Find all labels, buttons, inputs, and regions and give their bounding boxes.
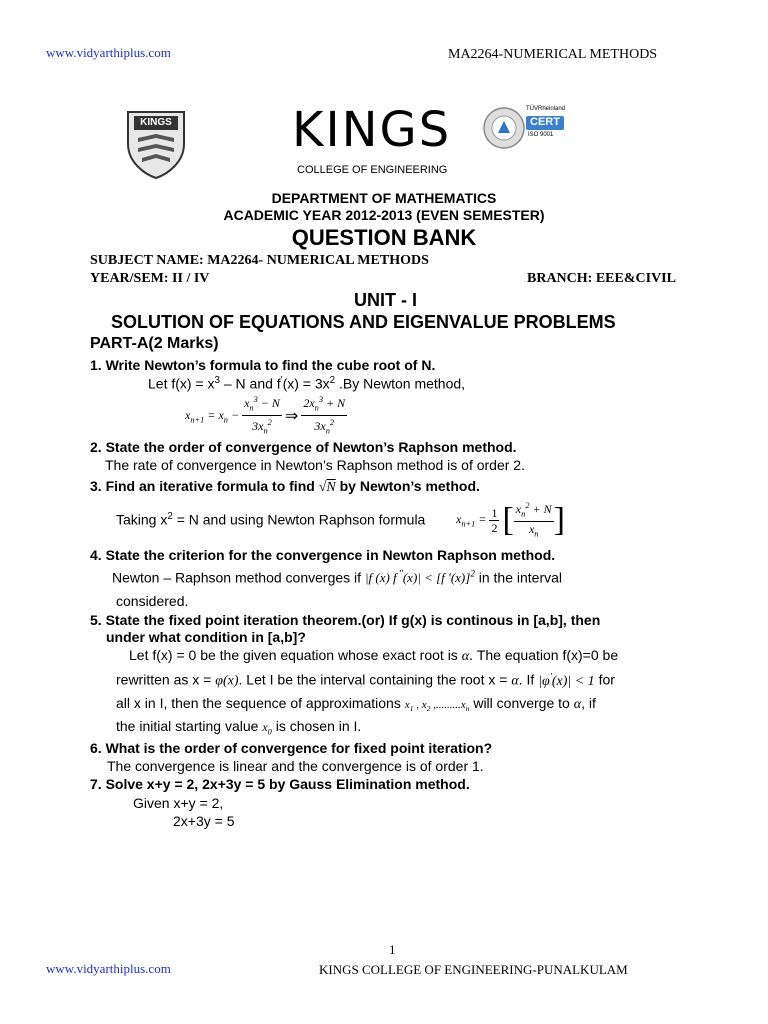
page-number: 1 <box>389 942 396 957</box>
answer-5-part-c: rewritten as x = <box>116 671 212 688</box>
answer-5-part-f: for <box>598 671 615 688</box>
alpha-symbol: α <box>511 673 519 689</box>
approximation-sequence: $x_1$ , $x_2$ $,.........x_n$ <box>404 699 470 714</box>
year-title: ACADEMIC YEAR 2012-2013 (EVEN SEMESTER) <box>223 207 545 223</box>
branch: BRANCH: EEE&CIVIL <box>527 271 676 286</box>
answer-4-line-2: considered. <box>116 593 189 609</box>
question-2: 2. State the order of convergence of Newton’s Raphson method. <box>90 439 517 455</box>
answer-5-part-e: . If <box>518 671 535 688</box>
question-bank-title: QUESTION BANK <box>291 225 477 250</box>
answer-5-part-h: will converge to <box>473 695 570 711</box>
answer-4-part-b: in the interval <box>478 569 563 586</box>
answer-3-part-b: = N and using Newton Raphson formula <box>172 511 426 528</box>
kings-shield-logo <box>124 108 188 180</box>
footer-url[interactable]: www.vidyarthiplus.com <box>46 961 171 976</box>
answer-5-line-4 <box>116 718 361 736</box>
question-7: 7. Solve x+y = 2, 2x+3y = 5 by Gauss Elimination method. <box>90 776 470 792</box>
sqrt-n: √N <box>318 480 336 495</box>
answer-5-line-2 <box>116 671 615 690</box>
phi-x: φ(x) <box>215 673 239 689</box>
question-1: 1. Write Newton’s formula to find the cube root of N. <box>90 357 436 373</box>
answer-6: The convergence is linear and the convergence is of order 1. <box>107 758 484 774</box>
header-url[interactable]: www.vidyarthiplus.com <box>46 45 171 60</box>
answer-7-line-2: 2x+3y = 5 <box>173 813 235 829</box>
dept-title: DEPARTMENT OF MATHEMATICS <box>271 190 497 206</box>
brand-name: KINGS <box>292 102 452 158</box>
answer-3-part-a: Taking x <box>116 511 168 528</box>
newton-cube-root-formula: $x_{n+1} = x_n$ − $\frac{x_n^3 - N}{3x_n^2}$ ⇒ $\frac{2x_n^3 + N}{3x_n^2}$ <box>185 395 346 436</box>
footer-college: KINGS COLLEGE OF ENGINEERING-PUNALKULAM <box>319 962 628 977</box>
part-a-label: PART-A(2 Marks) <box>90 335 219 352</box>
header-course: MA2264-NUMERICAL METHODS <box>448 47 658 62</box>
answer-2: The rate of convergence in Newton’s Raphson method is of order 2. <box>105 457 525 473</box>
question-3-part-b: by Newton’s method. <box>339 478 480 494</box>
shield-text: KINGS <box>140 117 172 128</box>
alpha-symbol: α <box>573 697 582 712</box>
phi-prime-condition: |φ'(x)| < 1 <box>538 671 595 689</box>
answer-4-part-a: Newton – Raphson method converges if <box>112 569 362 586</box>
answer-7-line-1: Given x+y = 2, <box>133 795 224 811</box>
question-3-part-a: 3. Find an iterative formula to find <box>90 478 315 494</box>
unit-label: UNIT - I <box>354 290 417 310</box>
x0-symbol: $x_0$ <box>262 720 272 737</box>
badge-iso: ISO 9001 <box>528 132 554 138</box>
answer-5-part-b: . The equation f(x)=0 be <box>469 647 619 663</box>
alpha-symbol: α <box>461 649 470 664</box>
question-5-line-2: under what condition in [a,b]? <box>106 629 306 645</box>
year-sem: YEAR/SEM: II / IV <box>90 271 210 286</box>
answer-5-part-j: the initial starting value <box>116 718 259 734</box>
answer-5-part-a: Let f(x) = 0 be the given equation whose exact root is <box>129 647 458 663</box>
answer-4-line-1 <box>112 569 562 586</box>
question-6: 6. What is the order of convergence for fixed point iteration? <box>90 740 493 756</box>
badge-top: TÜVRheinland <box>526 106 566 112</box>
subject-name: SUBJECT NAME: MA2264- NUMERICAL METHODS <box>90 253 429 268</box>
answer-5-part-k: is chosen in I. <box>275 718 362 734</box>
convergence-criterion: |f (x) f ''(x)| < [f '(x)]$^2$ <box>364 569 475 586</box>
answer-5-part-g: all x in I, then the sequence of approximations <box>116 695 401 711</box>
answer-3-text: Taking $x^2 = N$ and using Newton Raphson formula <box>116 511 426 528</box>
answer-5-part-d: . Let I be the interval containing the root x = <box>238 671 508 688</box>
unit-title: SOLUTION OF EQUATIONS AND EIGENVALUE PROBLEMS <box>111 312 616 332</box>
question-5-line-1: 5. State the fixed point iteration theorem.(or) If g(x) is continous in [a,b], then <box>90 612 601 628</box>
question-3 <box>90 478 480 496</box>
badge-cert: CERT <box>530 116 560 128</box>
brand-college: COLLEGE OF ENGINEERING <box>297 164 448 176</box>
answer-5-line-1 <box>129 647 618 665</box>
answer-5-part-i: , if <box>581 695 596 711</box>
answer-1-text: Let $f(x) = x^3 - N$ and $f'(x) = 3x^2$ .By Newton method, <box>148 375 466 392</box>
iso-cert-badge <box>482 106 576 150</box>
newton-sqrt-formula: $x_{n+1}$ = $\frac{1}{2}$ [ $\frac{x_n^2 + N}{x_n}$ ] <box>456 501 565 539</box>
question-4: 4. State the criterion for the convergence in Newton Raphson method. <box>90 547 556 563</box>
answer-5-line-3 <box>116 695 596 713</box>
